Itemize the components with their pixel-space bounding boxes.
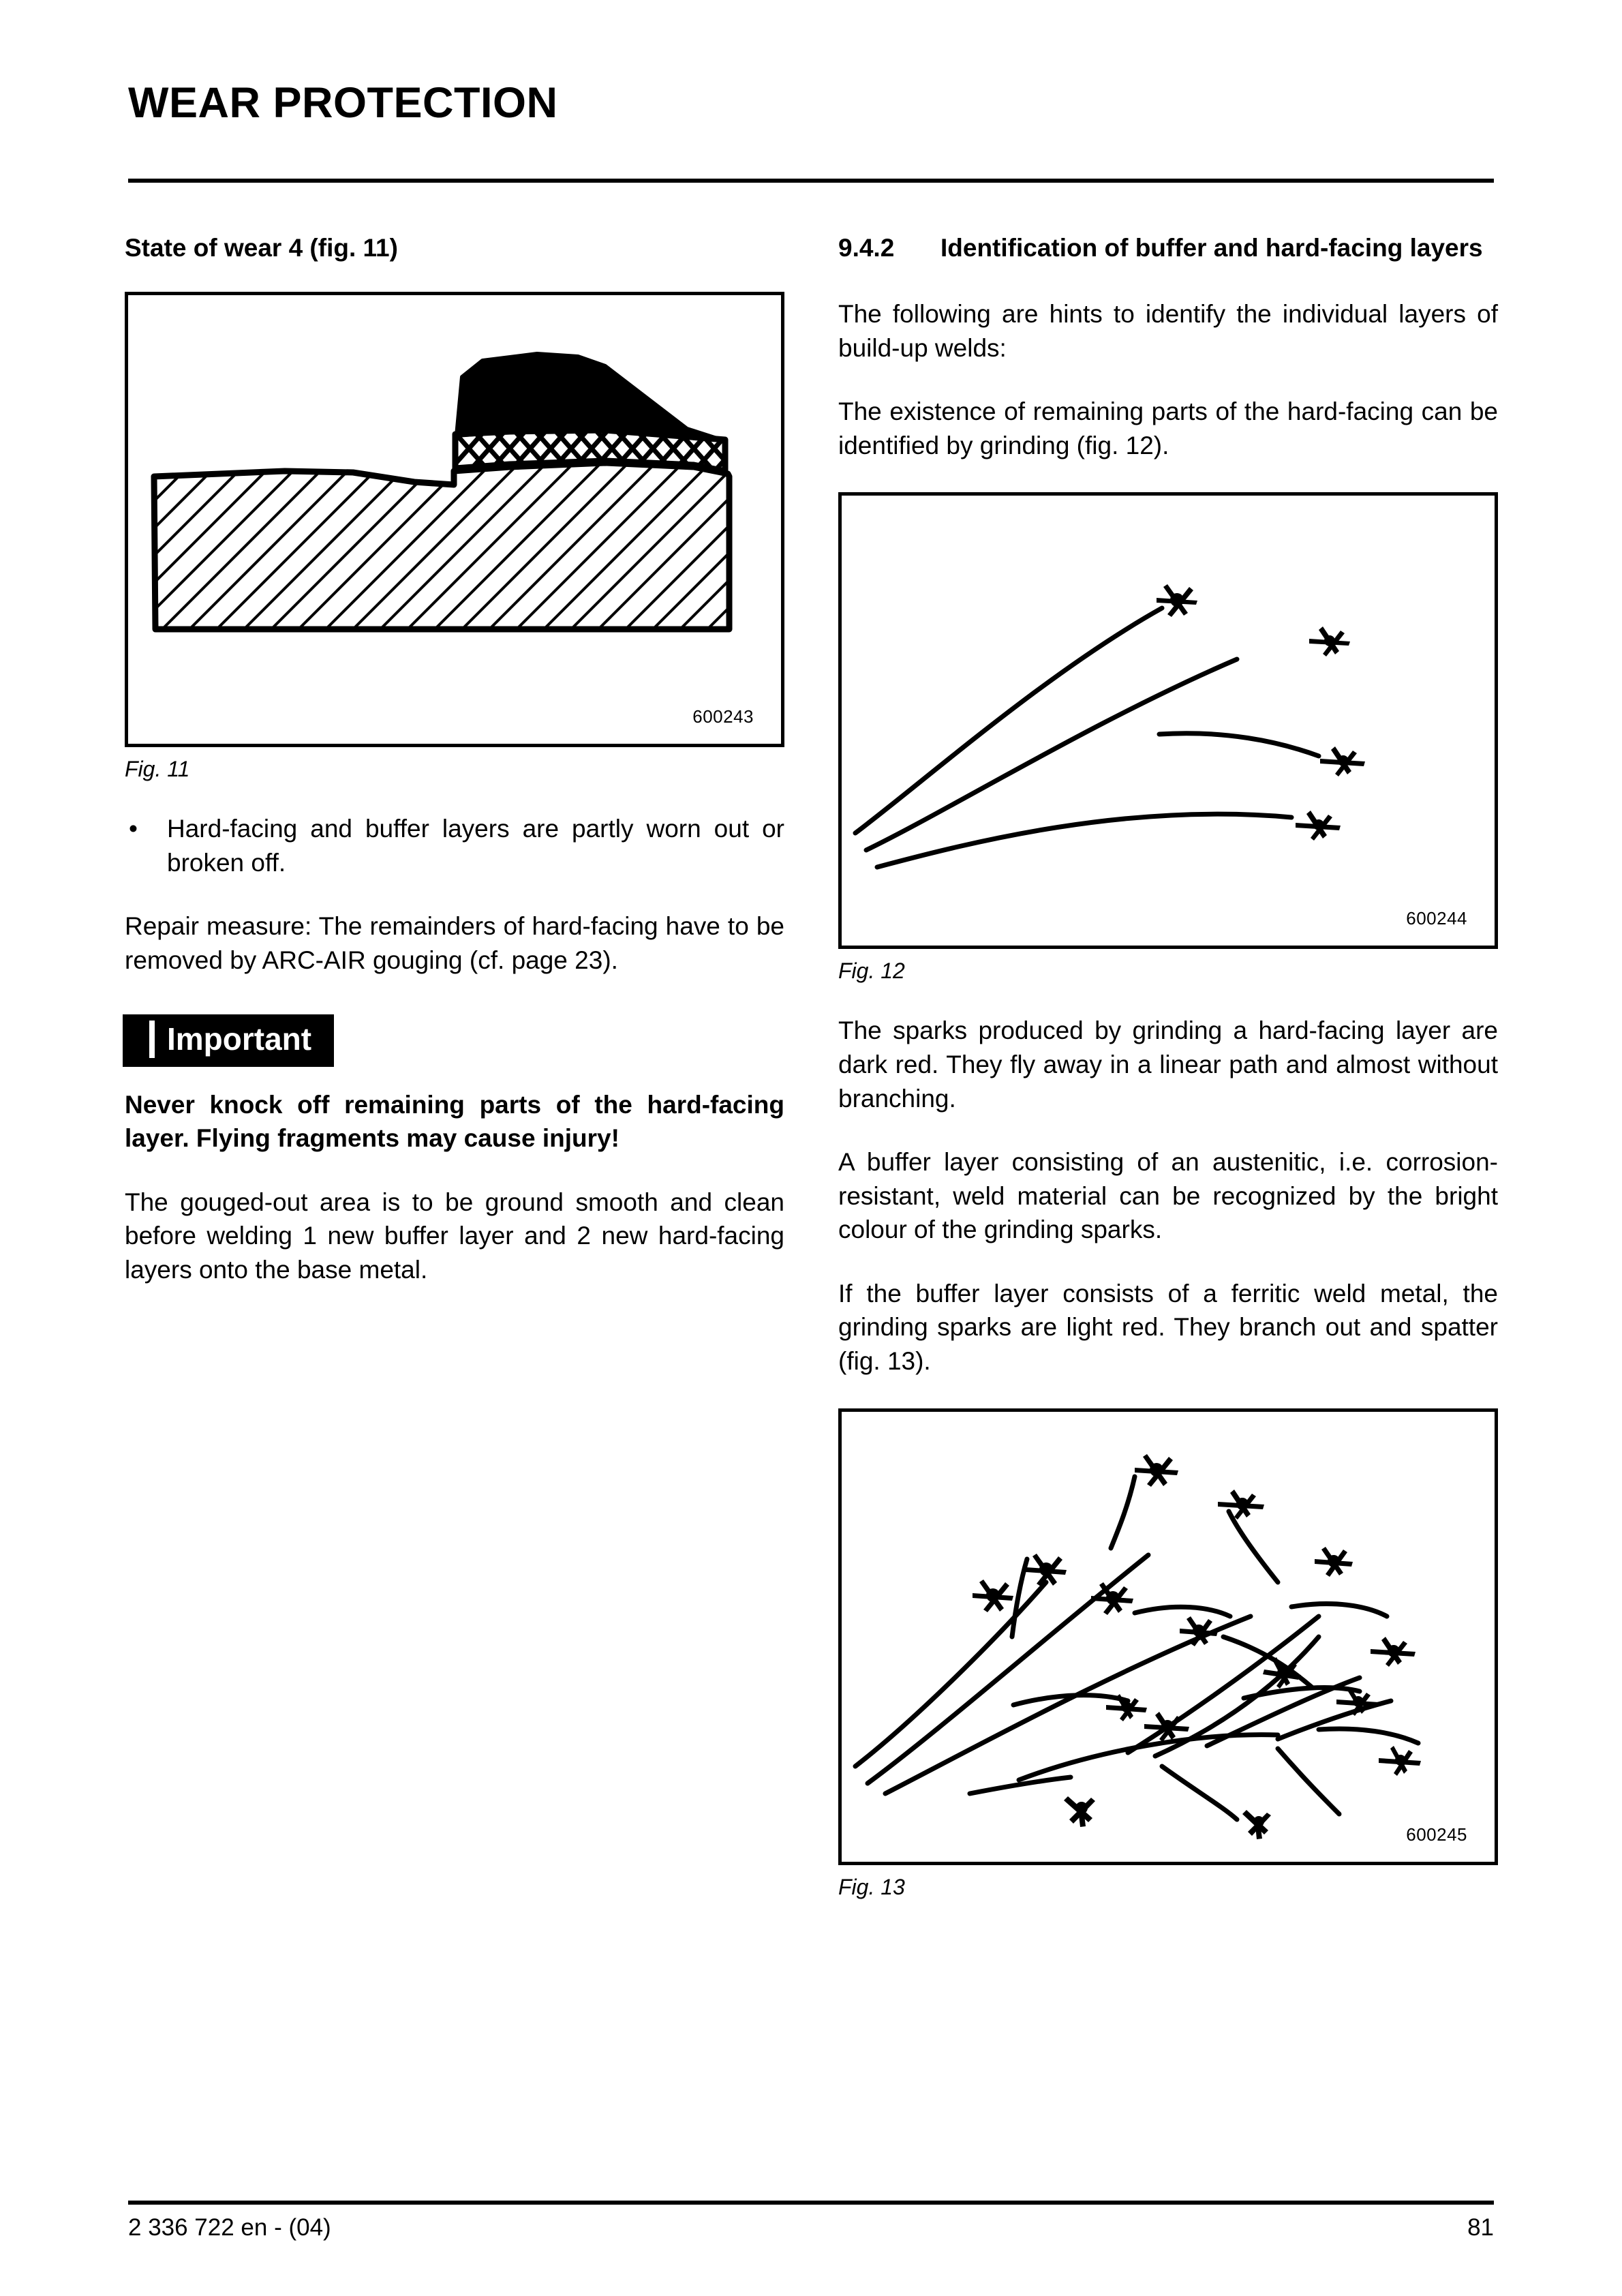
figure-13-caption: Fig. 13 (838, 1874, 905, 1899)
buffer-layer-paragraph: A buffer layer consisting of an austenitic, i.e. corrosion-resistant, weld material can be recognized by the bright colour of the grinding sparks. (838, 1148, 1498, 1244)
sparks-paragraph: The sparks produced by grinding a hard-facing layer are dark red. They fly away in a linear path and almost without branching. (838, 1016, 1498, 1113)
figure-12-code: 600244 (1406, 908, 1467, 929)
spark-burst-icon (1315, 1547, 1353, 1577)
header-divider (128, 179, 1494, 183)
figure-13-wrapper (838, 1408, 1498, 1900)
spark-burst-icon (1379, 1746, 1421, 1776)
figure-11-box (125, 292, 784, 747)
figure-11-cross-section-illustration (128, 295, 781, 744)
section-heading (838, 232, 1498, 265)
spark-burst-group (1157, 584, 1365, 841)
footer-divider (128, 2201, 1494, 2205)
existence-paragraph: The existence of remaining parts of the hard-facing can be identified by grinding (fig. 12). (838, 397, 1498, 459)
intro-paragraph: The following are hints to identify the individual layers of build-up welds: (838, 300, 1498, 362)
figure-12-wrapper (838, 492, 1498, 984)
footer-document-number: 2 336 722 en - (04) (128, 2214, 331, 2241)
ferritic-layer-paragraph: If the buffer layer consists of a ferritic weld metal, the grinding sparks are light red. They branch out and spatter (fig. 13). (838, 1279, 1498, 1376)
spark-burst-icon (1309, 626, 1350, 656)
spark-burst-icon (1320, 746, 1365, 776)
figure-11-wrapper (125, 292, 784, 782)
wear-bullet-item (125, 812, 784, 879)
important-banner (125, 1016, 332, 1064)
bullet-marker-icon: • (129, 815, 138, 843)
footer-page-number: 81 (1467, 2214, 1494, 2241)
state-of-wear-heading: State of wear 4 (fig. 11) (125, 234, 398, 262)
repair-measure-paragraph: Repair measure: The remainders of hard-facing have to be removed by ARC-AIR gouging (cf. page 23). (125, 912, 784, 974)
spark-burst-icon (1242, 1810, 1271, 1839)
spark-burst-icon (1371, 1637, 1416, 1667)
figure-11-code: 600243 (692, 706, 754, 727)
right-column (838, 232, 1498, 1930)
page-header (128, 79, 1494, 127)
figure-11-caption: Fig. 11 (125, 757, 190, 782)
spark-burst-icon (1296, 811, 1341, 841)
hard-facing-remnant (457, 354, 725, 441)
spark-burst-icon (1064, 1796, 1095, 1827)
section-title: Identification of buffer and hard-facing layers (940, 234, 1483, 262)
spark-burst-icon (1135, 1454, 1178, 1487)
figure-12-box (838, 492, 1498, 949)
spark-burst-icon (973, 1580, 1013, 1612)
figure-12-linear-sparks-illustration (842, 496, 1495, 946)
page-title: WEAR PROTECTION (128, 79, 558, 127)
left-column (125, 232, 784, 1287)
spark-burst-icon (1218, 1490, 1264, 1520)
section-number: 9.4.2 (838, 234, 895, 262)
important-warning-text: Never knock off remaining parts of the hard-facing layer. Flying fragments may cause injury! (125, 1090, 784, 1153)
figure-13-branching-sparks-illustration (842, 1412, 1495, 1862)
figure-13-code: 600245 (1406, 1824, 1467, 1845)
gouged-area-paragraph: The gouged-out area is to be ground smooth and clean before welding 1 new buffer layer and 2 new hard-facing layers onto the base metal. (125, 1188, 784, 1284)
figure-13-box (838, 1408, 1498, 1865)
wear-bullet-text: Hard-facing and buffer layers are partly worn out or broken off. (167, 815, 784, 877)
important-label: Important (149, 1021, 311, 1057)
figure-12-caption: Fig. 12 (838, 958, 905, 984)
spark-burst-icon (1157, 584, 1197, 617)
